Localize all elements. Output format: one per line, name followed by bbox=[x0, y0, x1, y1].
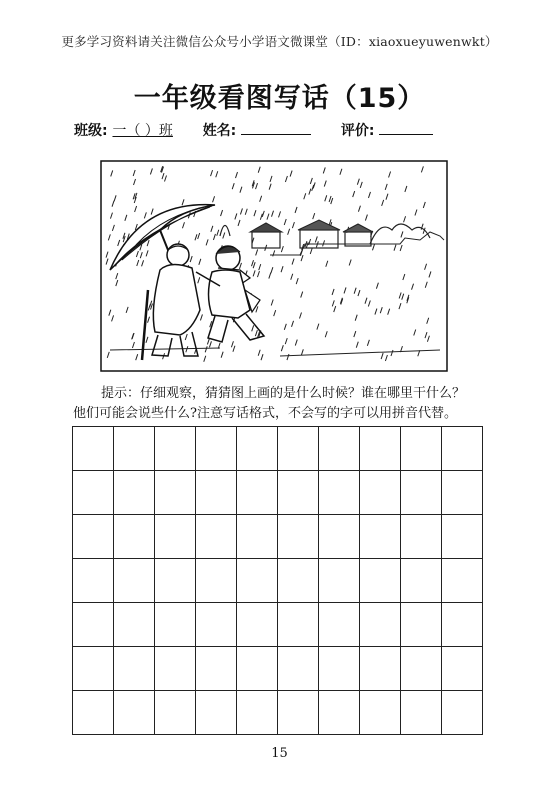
hint-line-1: 提示：仔细观察，猜猜图上画的是什么时候？谁在哪里干什么？ bbox=[101, 386, 466, 401]
grid-cell[interactable] bbox=[319, 647, 360, 691]
grid-cell[interactable] bbox=[155, 559, 196, 603]
grid-cell[interactable] bbox=[319, 559, 360, 603]
rain-umbrella-illustration-icon bbox=[100, 160, 448, 372]
grid-cell[interactable] bbox=[319, 691, 360, 735]
grid-cell[interactable] bbox=[73, 603, 114, 647]
grid-cell[interactable] bbox=[73, 471, 114, 515]
grid-cell[interactable] bbox=[196, 603, 237, 647]
grid-cell[interactable] bbox=[196, 471, 237, 515]
grid-cell[interactable] bbox=[360, 559, 401, 603]
grid-cell[interactable] bbox=[237, 515, 278, 559]
grid-cell[interactable] bbox=[401, 603, 442, 647]
grid-cell[interactable] bbox=[360, 471, 401, 515]
page-header: 更多学习资料请关注微信公众号小学语文微课堂（ID：xiaoxueyuwenwkt） bbox=[61, 34, 498, 49]
grid-cell[interactable] bbox=[360, 691, 401, 735]
grid-cell[interactable] bbox=[401, 471, 442, 515]
grid-cell[interactable] bbox=[278, 603, 319, 647]
eval-label: 评价: bbox=[340, 123, 375, 139]
grid-cell[interactable] bbox=[278, 647, 319, 691]
grid-cell[interactable] bbox=[442, 691, 483, 735]
grid-cell[interactable] bbox=[237, 647, 278, 691]
grid-cell[interactable] bbox=[442, 603, 483, 647]
grid-cell[interactable] bbox=[114, 691, 155, 735]
hint-line-2: 他们可能会说些什么?注意写话格式，不会写的字可以用拼音代替。 bbox=[73, 406, 457, 421]
grid-cell[interactable] bbox=[155, 471, 196, 515]
grid-row bbox=[73, 691, 483, 735]
grid-cell[interactable] bbox=[401, 515, 442, 559]
grid-cell[interactable] bbox=[196, 559, 237, 603]
writing-grid[interactable] bbox=[72, 426, 483, 735]
grid-row bbox=[73, 559, 483, 603]
grid-cell[interactable] bbox=[73, 515, 114, 559]
grid-row bbox=[73, 515, 483, 559]
grid-cell[interactable] bbox=[114, 471, 155, 515]
grid-cell[interactable] bbox=[319, 471, 360, 515]
grid-cell[interactable] bbox=[73, 647, 114, 691]
grid-cell[interactable] bbox=[360, 515, 401, 559]
grid-cell[interactable] bbox=[237, 471, 278, 515]
grid-row bbox=[73, 603, 483, 647]
grid-cell[interactable] bbox=[442, 647, 483, 691]
class-label: 班级: bbox=[74, 123, 108, 139]
grid-cell[interactable] bbox=[237, 559, 278, 603]
grid-cell[interactable] bbox=[401, 427, 442, 471]
grid-cell[interactable] bbox=[155, 647, 196, 691]
grid-cell[interactable] bbox=[278, 691, 319, 735]
grid-cell[interactable] bbox=[319, 515, 360, 559]
grid-cell[interactable] bbox=[360, 647, 401, 691]
grid-cell[interactable] bbox=[114, 603, 155, 647]
grid-cell[interactable] bbox=[401, 647, 442, 691]
grid-cell[interactable] bbox=[278, 559, 319, 603]
grid-cell[interactable] bbox=[114, 647, 155, 691]
grid-cell[interactable] bbox=[196, 427, 237, 471]
grid-cell[interactable] bbox=[237, 691, 278, 735]
grid-cell[interactable] bbox=[442, 471, 483, 515]
grid-cell[interactable] bbox=[114, 559, 155, 603]
info-row bbox=[74, 120, 433, 140]
grid-cell[interactable] bbox=[196, 515, 237, 559]
grid-cell[interactable] bbox=[196, 691, 237, 735]
page-title: 一年级看图写话（15） bbox=[133, 83, 426, 114]
grid-cell[interactable] bbox=[237, 427, 278, 471]
grid-cell[interactable] bbox=[196, 647, 237, 691]
grid-cell[interactable] bbox=[319, 427, 360, 471]
grid-cell[interactable] bbox=[73, 427, 114, 471]
grid-cell[interactable] bbox=[442, 559, 483, 603]
class-value: 一（ ）班 bbox=[112, 123, 173, 139]
grid-cell[interactable] bbox=[114, 515, 155, 559]
eval-field[interactable] bbox=[379, 120, 433, 135]
grid-cell[interactable] bbox=[73, 691, 114, 735]
grid-row bbox=[73, 471, 483, 515]
grid-cell[interactable] bbox=[278, 471, 319, 515]
grid-cell[interactable] bbox=[278, 515, 319, 559]
name-field[interactable] bbox=[241, 120, 311, 135]
grid-cell[interactable] bbox=[237, 603, 278, 647]
grid-cell[interactable] bbox=[401, 559, 442, 603]
grid-cell[interactable] bbox=[155, 427, 196, 471]
grid-row bbox=[73, 647, 483, 691]
grid-cell[interactable] bbox=[278, 427, 319, 471]
grid-cell[interactable] bbox=[73, 559, 114, 603]
grid-cell[interactable] bbox=[442, 427, 483, 471]
grid-cell[interactable] bbox=[442, 515, 483, 559]
grid-cell[interactable] bbox=[360, 603, 401, 647]
grid-cell[interactable] bbox=[360, 427, 401, 471]
grid-row bbox=[73, 427, 483, 471]
page-number: 15 bbox=[271, 746, 288, 761]
grid-cell[interactable] bbox=[114, 427, 155, 471]
grid-cell[interactable] bbox=[155, 691, 196, 735]
grid-cell[interactable] bbox=[401, 691, 442, 735]
grid-cell[interactable] bbox=[155, 603, 196, 647]
grid-cell[interactable] bbox=[319, 603, 360, 647]
grid-cell[interactable] bbox=[155, 515, 196, 559]
name-label: 姓名: bbox=[202, 123, 237, 139]
